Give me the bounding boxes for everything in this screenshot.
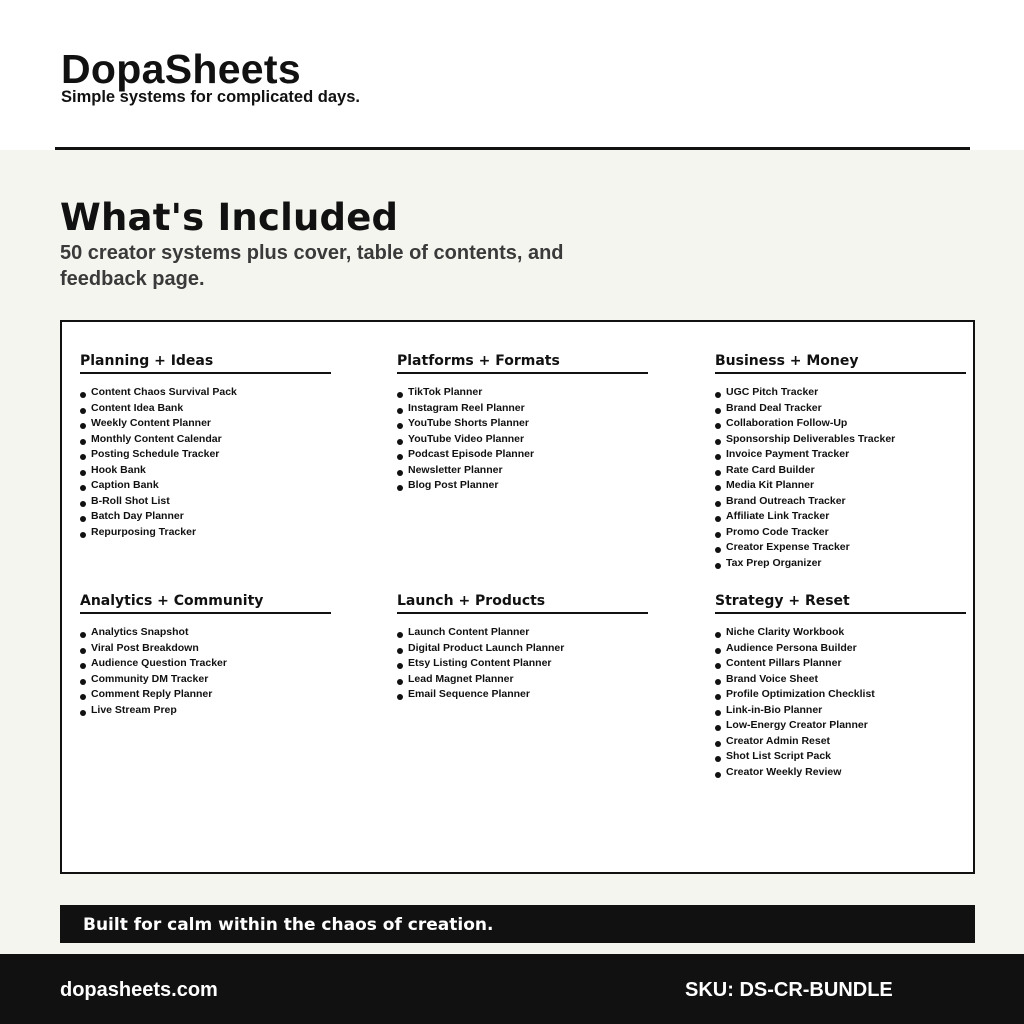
category-heading: Launch + Products (397, 593, 648, 614)
category-list (397, 385, 648, 494)
category-planning-ideas (80, 353, 331, 540)
list-item: Posting Schedule Tracker (80, 447, 331, 463)
category-list (80, 625, 331, 718)
list-item: Creator Weekly Review (715, 765, 966, 781)
list-item: Newsletter Planner (397, 463, 648, 479)
list-item: Content Pillars Planner (715, 656, 966, 672)
banner-text: Built for calm within the chaos of creation. (83, 915, 494, 935)
list-item: Launch Content Planner (397, 625, 648, 641)
category-heading: Business + Money (715, 353, 966, 374)
list-item: Instagram Reel Planner (397, 401, 648, 417)
list-item: Link-in-Bio Planner (715, 703, 966, 719)
list-item: Analytics Snapshot (80, 625, 331, 641)
header-divider (55, 147, 970, 150)
list-item: Creator Expense Tracker (715, 540, 966, 556)
list-item: Content Chaos Survival Pack (80, 385, 331, 401)
list-item: Blog Post Planner (397, 478, 648, 494)
list-item: Promo Code Tracker (715, 525, 966, 541)
list-item: Hook Bank (80, 463, 331, 479)
list-item: Comment Reply Planner (80, 687, 331, 703)
list-item: Niche Clarity Workbook (715, 625, 966, 641)
list-item: Live Stream Prep (80, 703, 331, 719)
list-item: Caption Bank (80, 478, 331, 494)
contents-panel (60, 320, 975, 874)
category-platforms-formats (397, 353, 648, 494)
list-item: YouTube Video Planner (397, 432, 648, 448)
list-item: Repurposing Tracker (80, 525, 331, 541)
list-item: Shot List Script Pack (715, 749, 966, 765)
tagline-banner (60, 905, 975, 943)
list-item: Lead Magnet Planner (397, 672, 648, 688)
category-heading: Strategy + Reset (715, 593, 966, 614)
list-item: Creator Admin Reset (715, 734, 966, 750)
brand-tagline: Simple systems for complicated days. (61, 88, 360, 106)
list-item: Audience Question Tracker (80, 656, 331, 672)
category-business-money (715, 353, 966, 571)
list-item: Email Sequence Planner (397, 687, 648, 703)
list-item: Digital Product Launch Planner (397, 641, 648, 657)
section-subtitle: 50 creator systems plus cover, table of contents, and feedback page. (60, 242, 564, 290)
category-heading: Planning + Ideas (80, 353, 331, 374)
list-item: Brand Deal Tracker (715, 401, 966, 417)
list-item: Collaboration Follow-Up (715, 416, 966, 432)
list-item: Podcast Episode Planner (397, 447, 648, 463)
list-item: Media Kit Planner (715, 478, 966, 494)
list-item: Brand Voice Sheet (715, 672, 966, 688)
list-item: Invoice Payment Tracker (715, 447, 966, 463)
list-item: Batch Day Planner (80, 509, 331, 525)
list-item: TikTok Planner (397, 385, 648, 401)
category-heading: Analytics + Community (80, 593, 331, 614)
category-launch-products (397, 593, 648, 703)
header (0, 0, 1024, 150)
list-item: Profile Optimization Checklist (715, 687, 966, 703)
category-list (715, 625, 966, 780)
list-item: Tax Prep Organizer (715, 556, 966, 572)
list-item: Sponsorship Deliverables Tracker (715, 432, 966, 448)
category-analytics-community (80, 593, 331, 718)
brand-name: DopaSheets (61, 46, 301, 92)
list-item: B-Roll Shot List (80, 494, 331, 510)
category-list (715, 385, 966, 571)
footer-sku: SKU: DS-CR-BUNDLE (685, 979, 893, 1001)
list-item: Affiliate Link Tracker (715, 509, 966, 525)
list-item: Community DM Tracker (80, 672, 331, 688)
section-title: What's Included (60, 196, 399, 239)
category-strategy-reset (715, 593, 966, 780)
list-item: Rate Card Builder (715, 463, 966, 479)
category-heading: Platforms + Formats (397, 353, 648, 374)
list-item: UGC Pitch Tracker (715, 385, 966, 401)
list-item: Content Idea Bank (80, 401, 331, 417)
list-item: Low-Energy Creator Planner (715, 718, 966, 734)
list-item: YouTube Shorts Planner (397, 416, 648, 432)
list-item: Audience Persona Builder (715, 641, 966, 657)
list-item: Monthly Content Calendar (80, 432, 331, 448)
list-item: Viral Post Breakdown (80, 641, 331, 657)
list-item: Weekly Content Planner (80, 416, 331, 432)
category-list (80, 385, 331, 540)
category-list (397, 625, 648, 703)
list-item: Etsy Listing Content Planner (397, 656, 648, 672)
footer-url: dopasheets.com (60, 979, 218, 1001)
footer (0, 954, 1024, 1024)
list-item: Brand Outreach Tracker (715, 494, 966, 510)
